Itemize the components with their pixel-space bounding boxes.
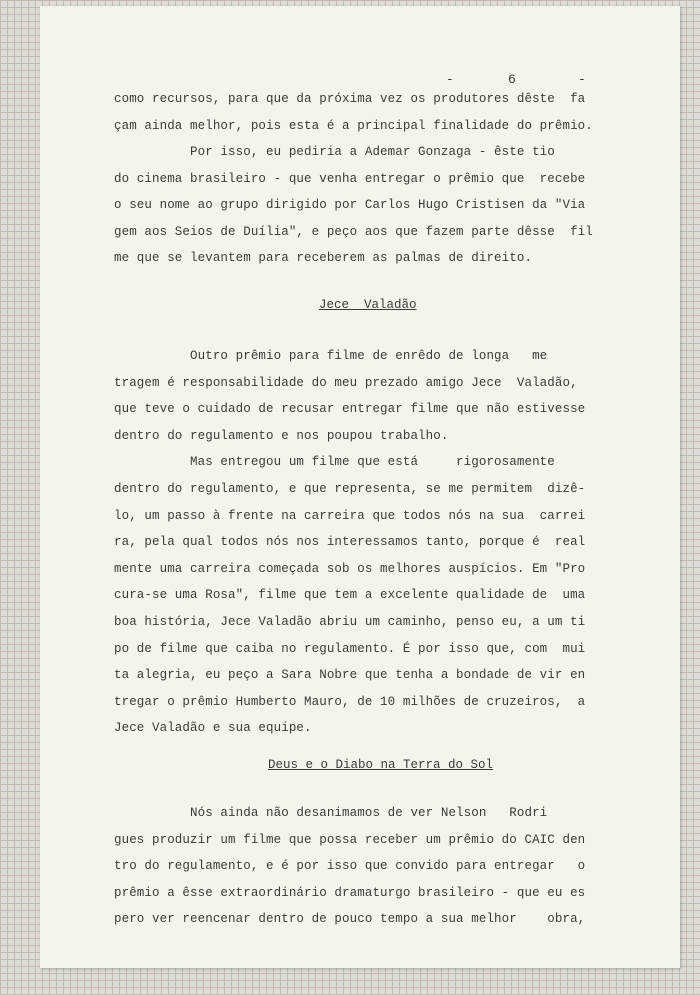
text-line: gues produzir um filme que possa receber um prêmio do CAIC den [114,832,586,847]
text-line: mente uma carreira começada sob os melhores auspícios. Em "Pro [114,561,586,576]
text-line: gem aos Seios de Duília", e peço aos que fazem parte dêsse fil [114,224,593,239]
text-line: lo, um passo à frente na carreira que todos nós na sua carrei [114,508,586,523]
text-line: o seu nome ao grupo dirigido por Carlos Hugo Cristisen da "Via [114,198,586,212]
text-line: que teve o cuidado de recusar entregar filme que não estivesse [114,402,586,417]
text-line: çam ainda melhor, pois esta é a principal finalidade do prêmio. [114,118,593,133]
text-line: tro do regulamento, e é por isso que convido para entregar o [114,859,586,873]
page-number: 6 [508,72,516,87]
text-line: tregar o prêmio Humberto Mauro, de 10 milhões de cruzeiros, a [114,694,586,709]
page-dash-left: - [446,72,454,87]
text-line: Mas entregou um filme que está rigorosamente [114,455,555,470]
section-heading-jece-valadao: Jece Valadão [319,298,417,312]
text-line: do cinema brasileiro - que venha entregar o prêmio que recebe [114,171,586,186]
text-line: me que se levantem para receberem as palmas de direito. [114,251,533,265]
text-line: cura-se uma Rosa", filme que tem a excelente qualidade de uma [114,588,586,603]
text-line: prêmio a êsse extraordinário dramaturgo brasileiro - que eu es [114,885,586,900]
text-line: po de filme que caiba no regulamento. É por isso que, com mui [114,641,586,656]
text-line: boa história, Jece Valadão abriu um caminho, penso eu, a um ti [114,615,586,629]
text-line: dentro do regulamento, e que representa, se me permitem dizê- [114,482,586,496]
text-line: como recursos, para que da próxima vez os produtores dêste fa [114,92,586,106]
typewritten-page [40,6,680,968]
text-line: pero ver reencenar dentro de pouco tempo a sua melhor obra, [114,912,586,926]
text-line: dentro do regulamento e nos poupou trabalho. [114,428,449,443]
text-line: tragem é responsabilidade do meu prezado amigo Jece Valadão, [114,375,578,390]
text-line: Outro prêmio para filme de enrêdo de longa me [114,349,548,363]
text-line: Jece Valadão e sua equipe. [114,721,312,736]
text-line: ta alegria, eu peço a Sara Nobre que tenha a bondade de vir en [114,668,586,683]
text-line: ra, pela qual todos nós nos interessamos tanto, porque é real [114,535,586,550]
page-dash-right: - [578,72,586,87]
section-heading-deus-e-o-diabo: Deus e o Diabo na Terra do Sol [268,758,494,772]
text-line: Por isso, eu pediria a Ademar Gonzaga - êste tio [114,145,555,159]
text-line: Nós ainda não desanimamos de ver Nelson Rodri [114,806,548,820]
